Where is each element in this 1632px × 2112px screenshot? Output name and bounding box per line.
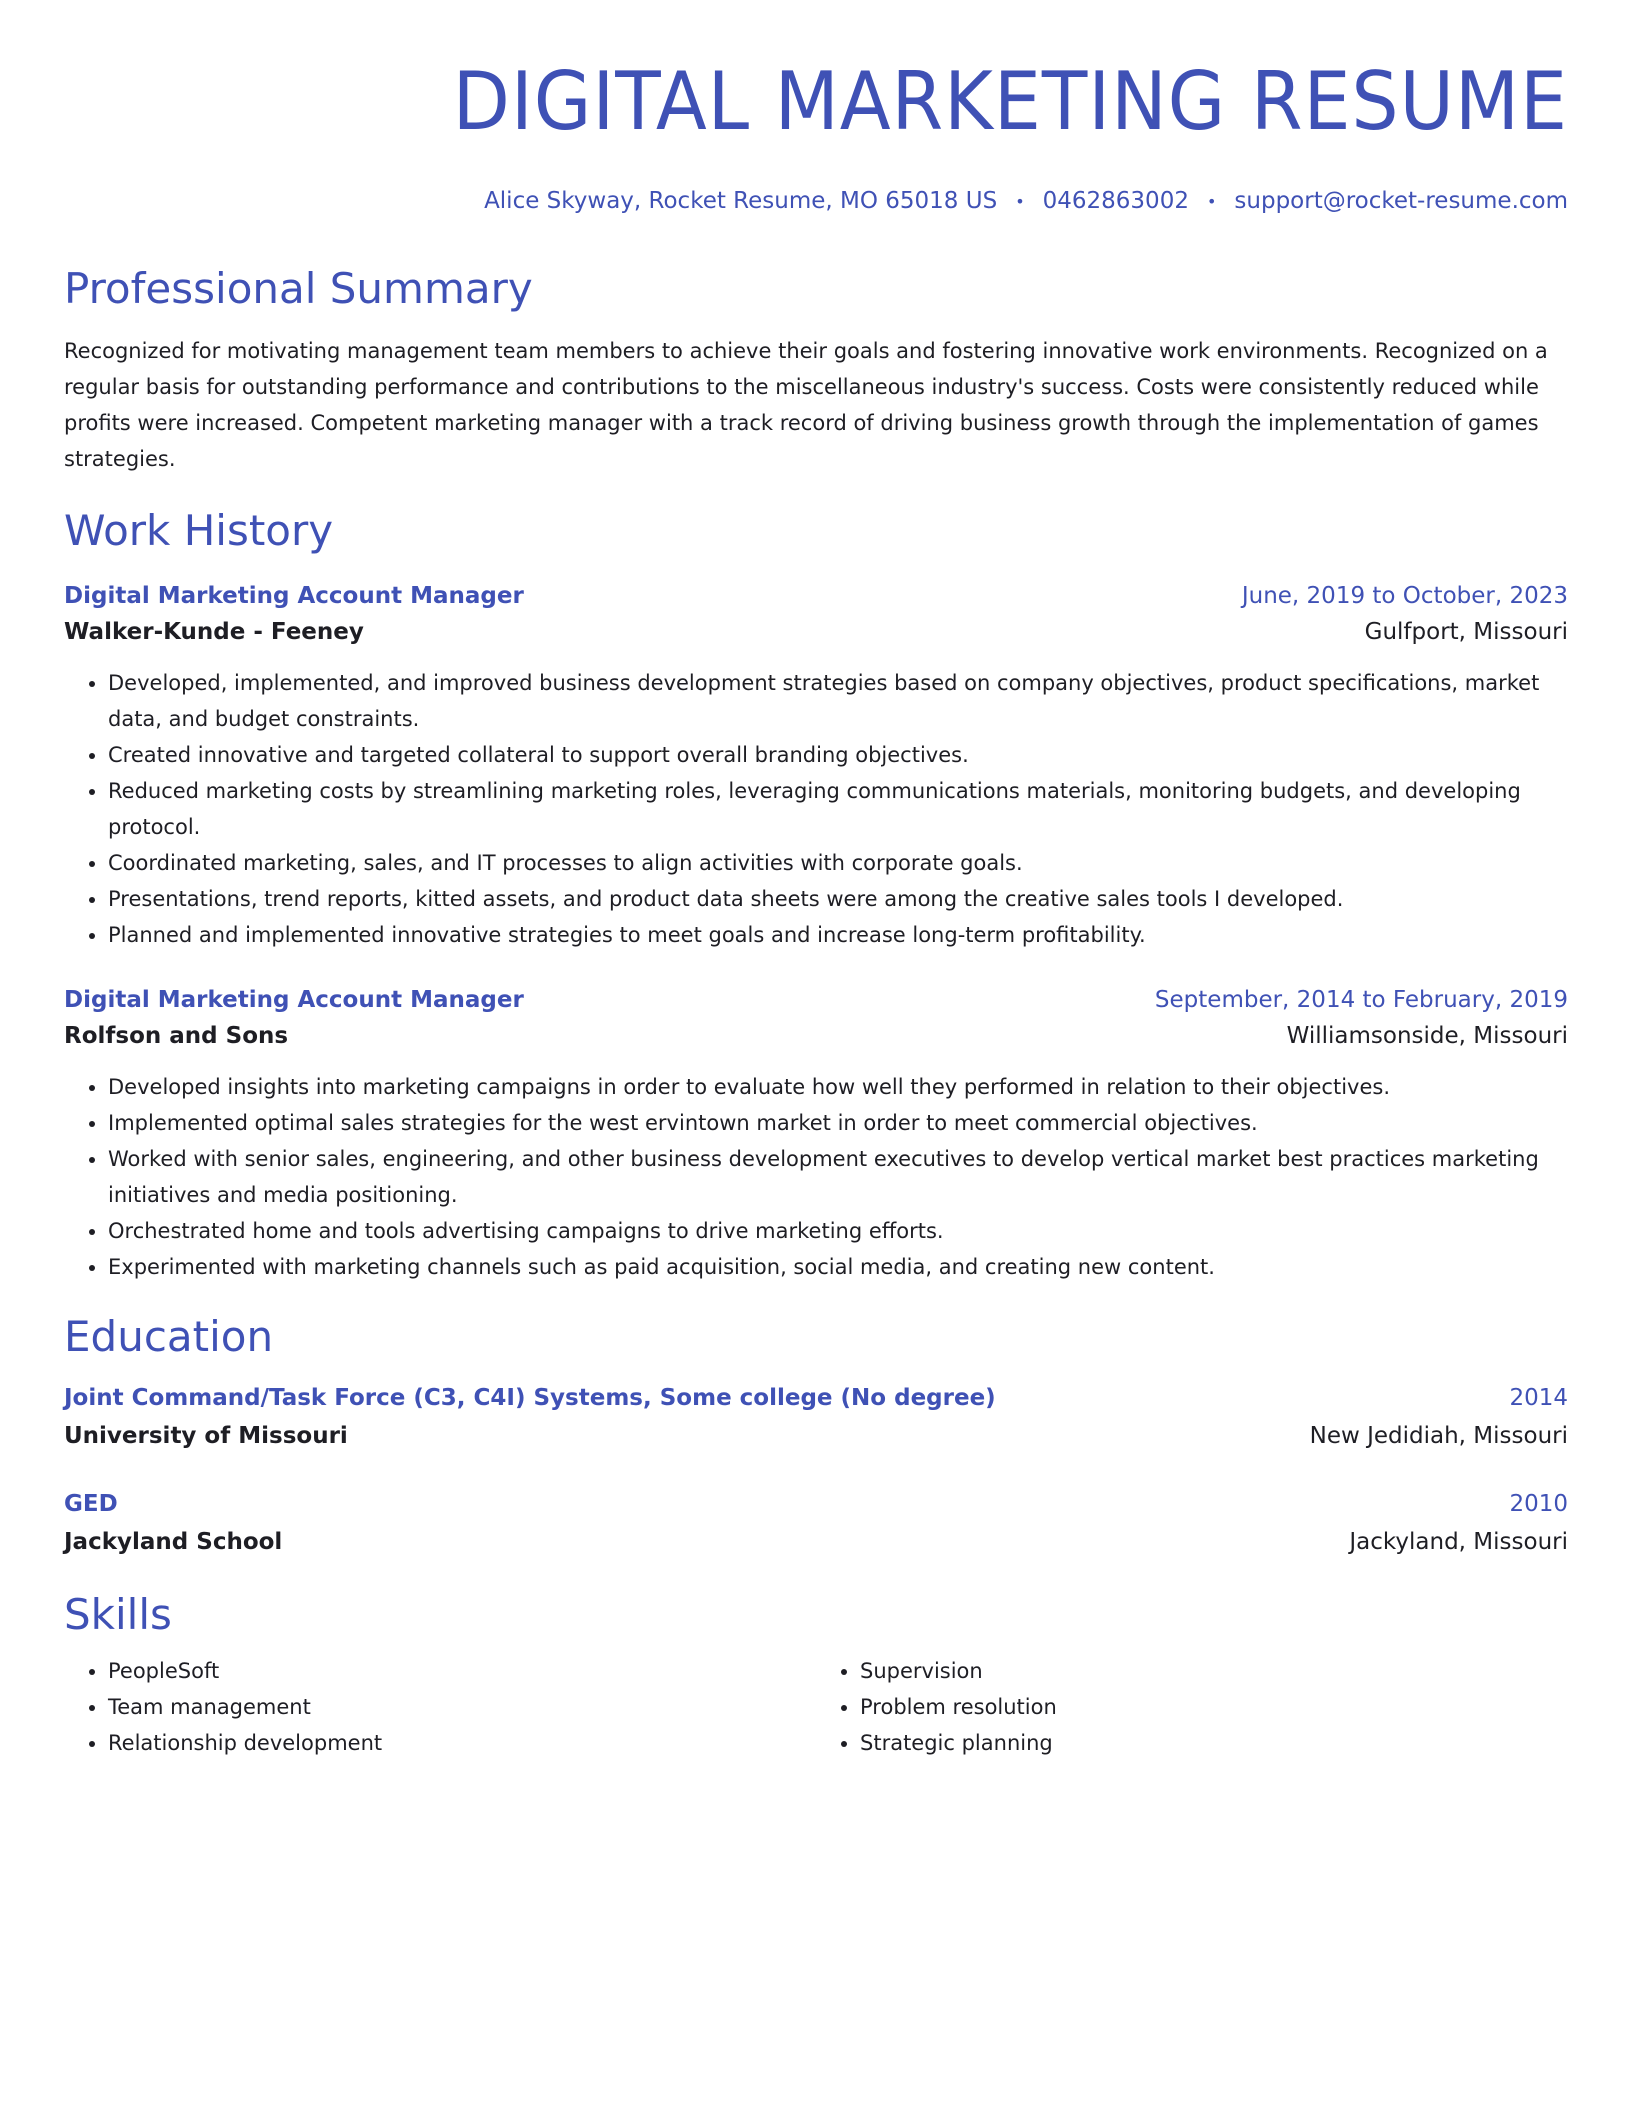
education-year: 2014: [1509, 1384, 1568, 1411]
job-bullet: • Planned and implemented innovative strategies to meet goals and increase long-term profitability.: [108, 917, 1568, 953]
job-bullet: • Experimented with marketing channels such as paid acquisition, social media, and creating new content.: [108, 1249, 1568, 1285]
job-company: Walker-Kunde - Feeney: [64, 618, 364, 645]
contact-address: Alice Skyway, Rocket Resume, MO 65018 US: [484, 188, 998, 214]
job-dates: June, 2019 to October, 2023: [1241, 582, 1568, 609]
job-title: Digital Marketing Account Manager: [64, 582, 524, 609]
job-bullet: • Orchestrated home and tools advertising campaigns to drive marketing efforts.: [108, 1213, 1568, 1249]
skills-column-right: [816, 1653, 1568, 1761]
education-degree: Joint Command/Task Force (C3, C4I) Systems, Some college (No degree): [64, 1384, 996, 1411]
contact-separator: •: [1206, 191, 1217, 211]
job-bullet: • Presentations, trend reports, kitted assets, and product data sheets were among the creative sales tools I developed.: [108, 881, 1568, 917]
job-company: Rolfson and Sons: [64, 1022, 289, 1049]
job-bullet: • Developed, implemented, and improved business development strategies based on company objectives, product specifications, market data, and budget constraints.: [108, 665, 1568, 737]
job-bullet: • Developed insights into marketing campaigns in order to evaluate how well they performed in relation to their objectives.: [108, 1069, 1568, 1105]
education-degree: GED: [64, 1490, 118, 1517]
skill-item: • Relationship development: [108, 1725, 816, 1761]
education-heading: Education: [64, 1311, 274, 1361]
education-school: University of Missouri: [64, 1422, 348, 1449]
job-bullet: • Coordinated marketing, sales, and IT processes to align activities with corporate goals.: [108, 845, 1568, 881]
job-dates: September, 2014 to February, 2019: [1154, 986, 1568, 1013]
contact-email[interactable]: support@rocket-resume.com: [1234, 188, 1568, 214]
job-bullet: • Worked with senior sales, engineering, and other business development executives to develop vertical market best practices marketing initiatives and media positioning.: [108, 1141, 1568, 1213]
education-entry: [64, 1381, 1568, 1457]
skills-list: [64, 1653, 1568, 1761]
skill-item: • Team management: [108, 1689, 816, 1725]
job-location: Gulfport, Missouri: [1364, 618, 1568, 645]
skills-column-left: [64, 1653, 816, 1761]
skill-item: • Supervision: [860, 1653, 1568, 1689]
job-location: Williamsonside, Missouri: [1286, 1022, 1568, 1049]
job-entry: [64, 983, 1568, 1285]
job-bullets: [64, 1069, 1568, 1285]
education-year: 2010: [1509, 1490, 1568, 1517]
contact-phone: 0462863002: [1042, 188, 1189, 214]
skill-item: • Strategic planning: [860, 1725, 1568, 1761]
education-location: Jackyland, Missouri: [1349, 1528, 1568, 1555]
education-entry: [64, 1487, 1568, 1563]
job-bullets: [64, 665, 1568, 953]
job-entry: [64, 579, 1568, 953]
job-bullet: • Implemented optimal sales strategies for the west ervintown market in order to meet commercial objectives.: [108, 1105, 1568, 1141]
contact-separator: •: [1015, 191, 1025, 211]
work-history-heading: Work History: [64, 505, 334, 555]
education-school: Jackyland School: [64, 1528, 283, 1555]
skill-item: • Problem resolution: [860, 1689, 1568, 1725]
job-bullet: • Created innovative and targeted collateral to support overall branding objectives.: [108, 737, 1568, 773]
skills-heading: Skills: [64, 1589, 172, 1639]
summary-text: Recognized for motivating management team members to achieve their goals and fostering innovative work environments. Recognized on a regular basis for outstanding performance and contributions to the miscellaneous industry's success. Costs were consistently reduced while profits were increased. Competent marketing manager with a track record of driving business growth through the implementation of games strategies.: [64, 338, 1548, 471]
education-location: New Jedidiah, Missouri: [1309, 1422, 1568, 1449]
job-bullet: • Reduced marketing costs by streamlining marketing roles, leveraging communications materials, monitoring budgets, and developing protocol.: [108, 773, 1568, 845]
job-title: Digital Marketing Account Manager: [64, 986, 524, 1013]
contact-line: [64, 186, 1568, 217]
summary-heading: Professional Summary: [64, 263, 533, 313]
skill-item: • PeopleSoft: [108, 1653, 816, 1689]
resume-title: DIGITAL MARKETING RESUME: [452, 55, 1568, 148]
